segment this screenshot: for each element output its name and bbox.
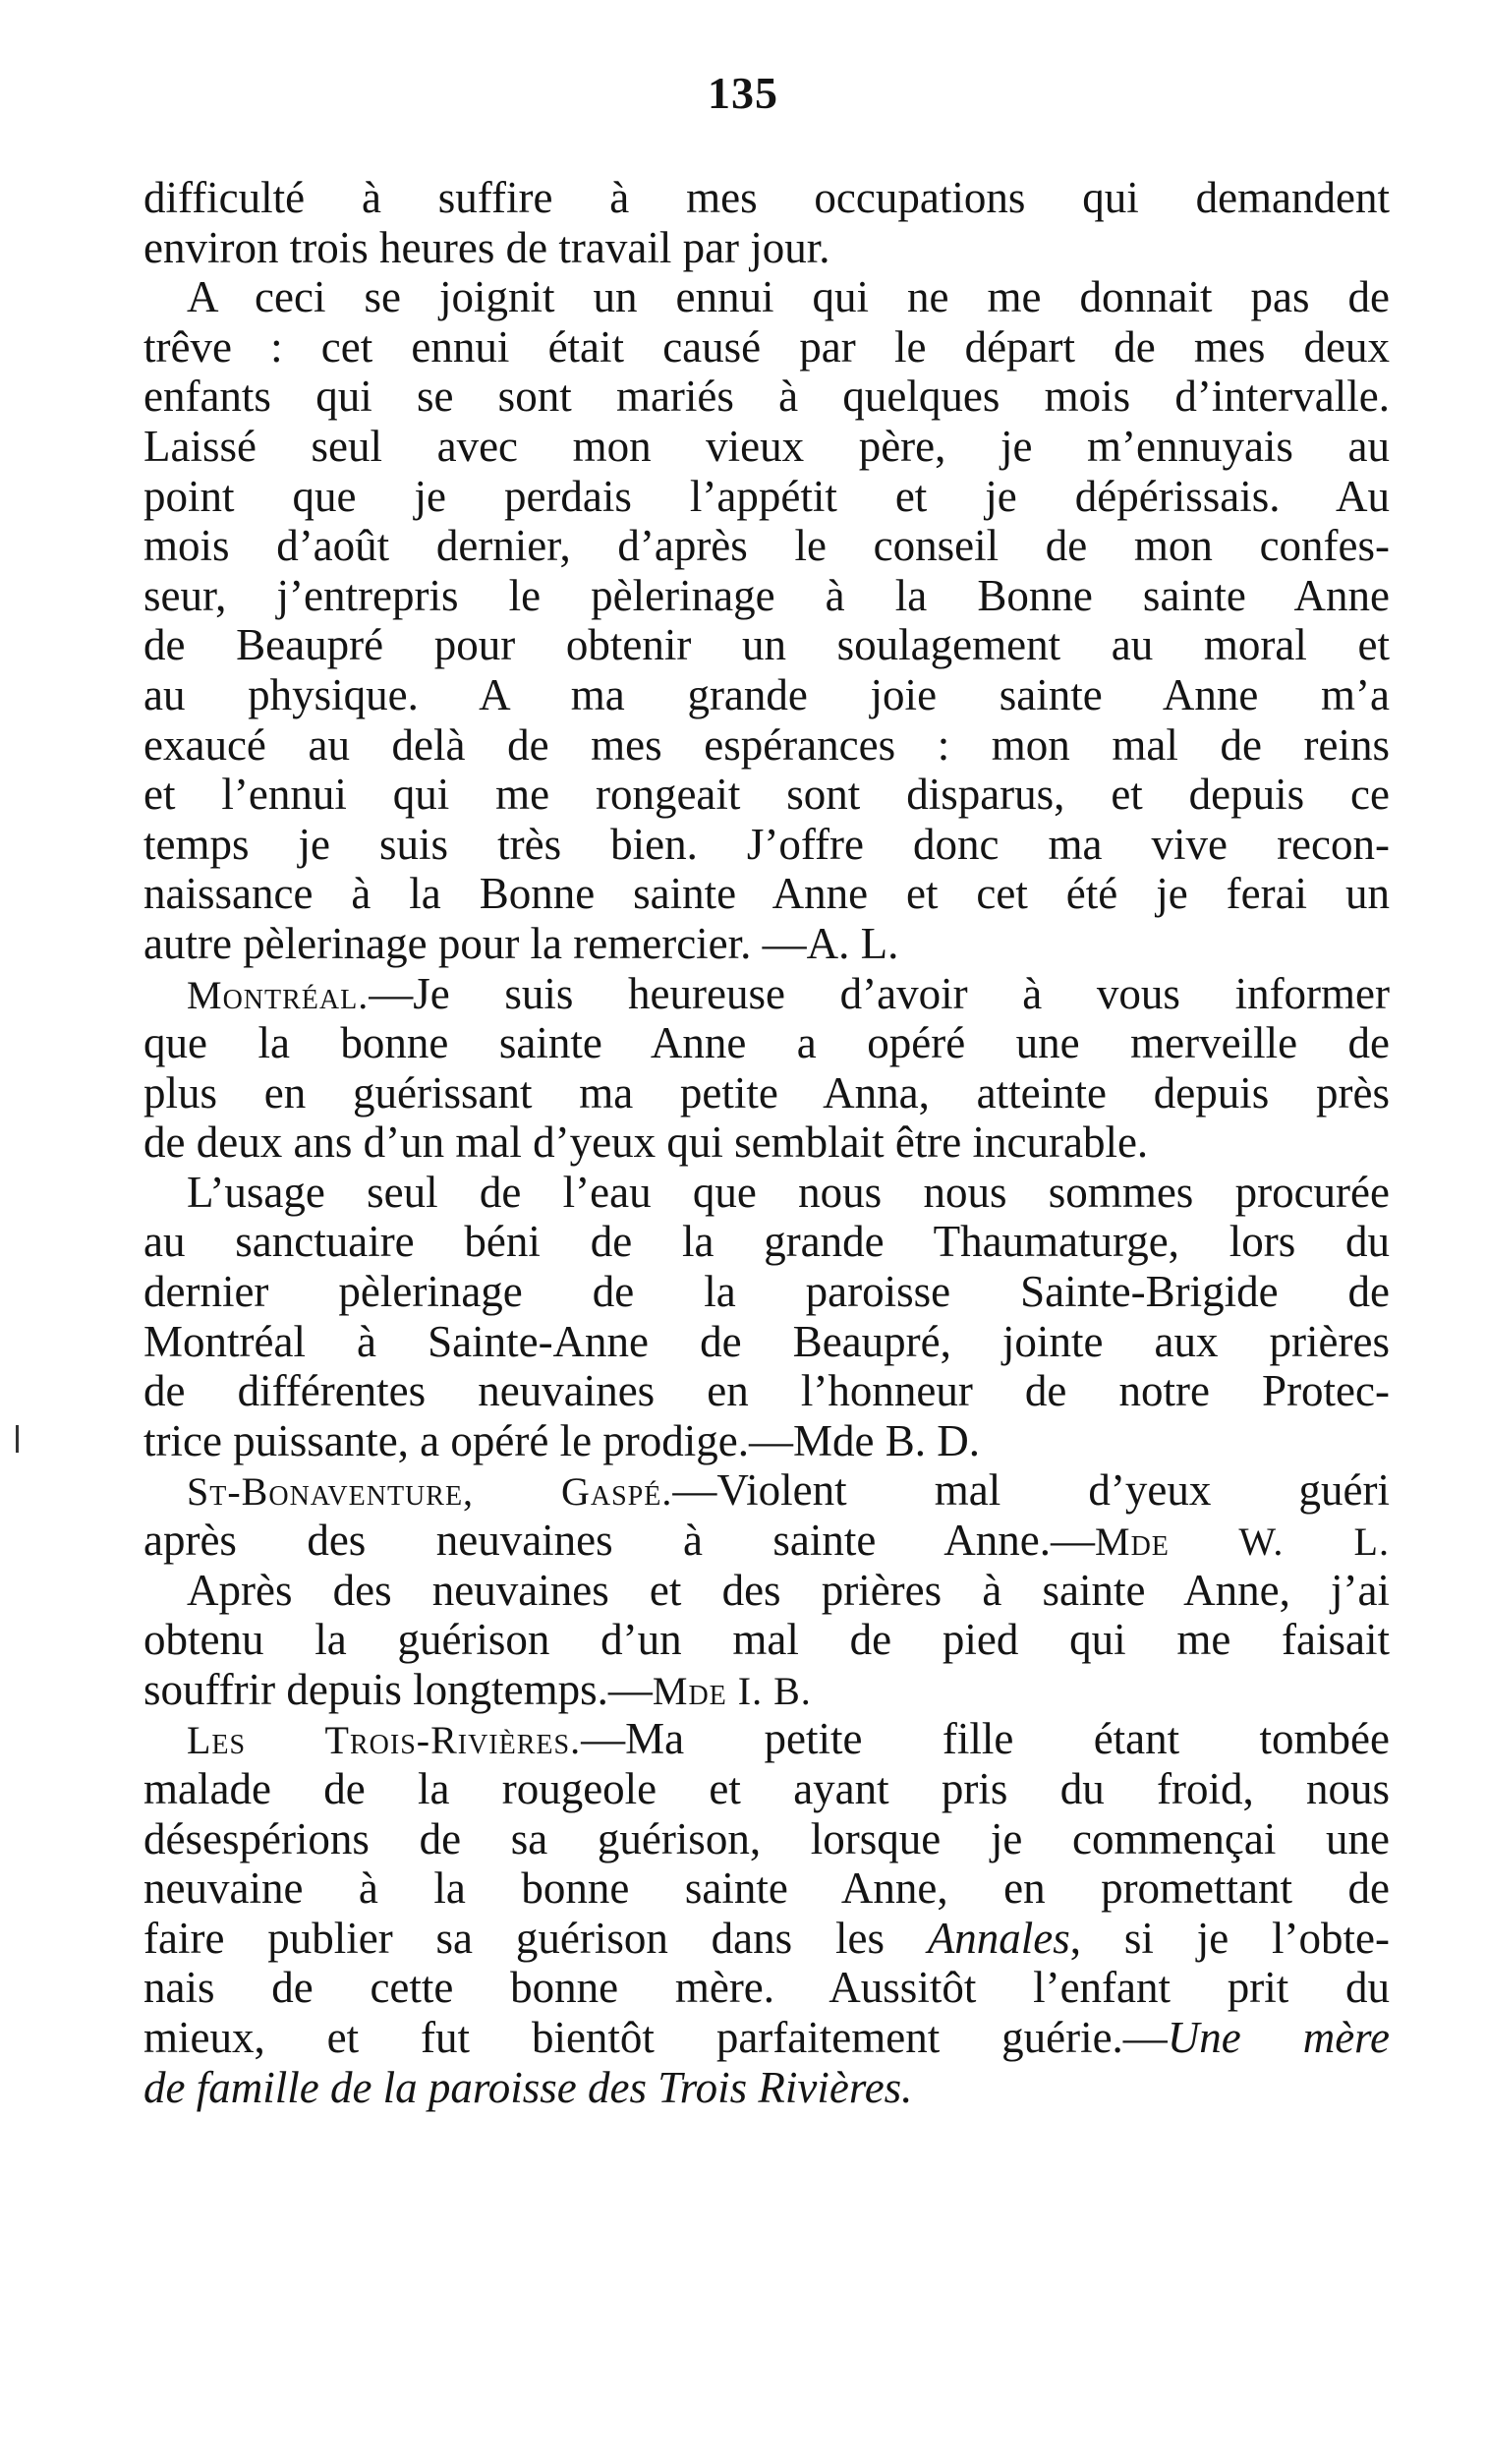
line-text: après des neuvaines à sainte Anne.—: [143, 1516, 1096, 1566]
body-text: [143, 173, 1390, 2112]
text-line: [143, 2013, 1390, 2063]
text-line: [143, 1217, 1390, 1267]
line-text: temps je suis très bien. J’offre donc ma vive recon-: [143, 819, 1390, 869]
line-text: Montréal à Sainte-Anne de Beaupré, jointe aux prières: [143, 1316, 1390, 1366]
small-caps-text: St-Bonaventure, Gaspé.: [187, 1469, 673, 1515]
line-text: faire publier sa guérison dans les: [143, 1913, 928, 1963]
text-line: [143, 1516, 1390, 1566]
small-caps-text: Mde W. L.: [1095, 1519, 1390, 1565]
text-line: [143, 869, 1390, 919]
line-text: difficulté à suffire à mes occupations qui demandent: [143, 173, 1390, 222]
page-number: 135: [708, 68, 778, 118]
line-text: nais de cette bonne mère. Aussitôt l’enfant prit du: [143, 1963, 1390, 2013]
line-text: autre pèlerinage pour la remercier. —A. L.: [143, 918, 899, 968]
line-text: , si je l’obte-: [1069, 1913, 1390, 1963]
line-text: mois d’août dernier, d’après le conseil de mon confes-: [143, 521, 1390, 571]
text-line: [143, 620, 1390, 670]
line-text: de différentes neuvaines en l’honneur de notre Protec-: [143, 1366, 1390, 1416]
line-text: et l’ennui qui me rongeait sont disparus, et depuis ce: [143, 770, 1390, 820]
italic-text: Une mère: [1167, 2012, 1390, 2062]
italic-text: de famille de la paroisse des Trois Rivières.: [143, 2062, 913, 2112]
italic-text: Annales: [927, 1913, 1070, 1963]
line-text: trice puissante, a opéré le prodige.—Mde B. D.: [143, 1415, 981, 1465]
text-line: [143, 1615, 1390, 1665]
margin-mark: [16, 1425, 19, 1453]
line-text: de Beaupré pour obtenir un soulagement au moral et: [143, 620, 1390, 670]
text-line: [143, 1366, 1390, 1416]
text-line: [143, 1018, 1390, 1068]
text-line: [143, 1566, 1390, 1616]
line-text: au sanctuaire béni de la grande Thaumaturge, lors du: [143, 1217, 1390, 1267]
line-text: environ trois heures de travail par jour.: [143, 222, 830, 272]
line-text: —Violent mal d’yeux guéri: [672, 1465, 1390, 1516]
line-text: souffrir depuis longtemps.—: [143, 1664, 653, 1714]
text-line: [143, 820, 1390, 870]
text-line: [143, 173, 1390, 223]
line-text: plus en guérissant ma petite Anna, atteinte depuis près: [143, 1067, 1390, 1117]
text-line: [143, 670, 1390, 720]
line-text: désespérions de sa guérison, lorsque je commençai une: [143, 1813, 1390, 1863]
text-line: [143, 521, 1390, 571]
line-text: Laissé seul avec mon vieux père, je m’ennuyais au: [143, 421, 1390, 471]
text-line: [143, 1963, 1390, 2013]
text-line: [143, 2063, 1390, 2113]
line-text: obtenu la guérison d’un mal de pied qui me faisait: [143, 1615, 1390, 1665]
line-text: —Ma petite fille étant tombée: [581, 1714, 1391, 1764]
text-line: [143, 322, 1390, 372]
text-line: [143, 1814, 1390, 1864]
line-text: trêve : cet ennui était causé par le départ de mes deux: [143, 321, 1390, 372]
text-line: [143, 1267, 1390, 1317]
line-text: enfants qui se sont mariés à quelques mois d’intervalle.: [143, 372, 1390, 422]
text-line: [143, 720, 1390, 771]
small-caps-text: Les Trois-Rivières.: [187, 1718, 582, 1763]
text-line: [143, 1714, 1390, 1764]
line-text: A ceci se joignit un ennui qui ne me donnait pas de: [187, 272, 1390, 322]
text-line: [143, 422, 1390, 472]
text-line: [143, 969, 1390, 1019]
line-text: L’usage seul de l’eau que nous nous sommes procurée: [187, 1167, 1390, 1217]
line-text: au physique. A ma grande joie sainte Anne m’a: [143, 669, 1390, 719]
text-line: [143, 1168, 1390, 1218]
small-caps-text: Mde I. B.: [652, 1668, 812, 1713]
line-text: Après des neuvaines et des prières à sainte Anne, j’ai: [187, 1565, 1390, 1615]
line-text: malade de la rougeole et ayant pris du froid, nous: [143, 1764, 1390, 1813]
line-text: mieux, et fut bientôt parfaitement guérie.—: [143, 2012, 1168, 2062]
text-line: [143, 472, 1390, 522]
line-text: —Je suis heureuse d’avoir à vous informer: [369, 968, 1390, 1018]
text-line: [143, 1416, 1390, 1466]
text-line: [143, 1863, 1390, 1914]
text-line: [143, 919, 1390, 969]
text-line: [143, 1465, 1390, 1516]
line-text: neuvaine à la bonne sainte Anne, en promettant de: [143, 1863, 1390, 1914]
text-line: [143, 1117, 1390, 1168]
line-text: exaucé au delà de mes espérances : mon mal de reins: [143, 719, 1390, 770]
text-line: [143, 1317, 1390, 1367]
text-line: [143, 1764, 1390, 1814]
text-line: [143, 1914, 1390, 1964]
line-text: seur, j’entrepris le pèlerinage à la Bonne sainte Anne: [143, 570, 1390, 620]
line-text: dernier pèlerinage de la paroisse Sainte-Brigide de: [143, 1267, 1390, 1317]
line-text: de deux ans d’un mal d’yeux qui semblait être incurable.: [143, 1117, 1149, 1168]
text-line: [143, 1068, 1390, 1118]
text-line: [143, 372, 1390, 422]
text-line: [143, 272, 1390, 322]
line-text: point que je perdais l’appétit et je dépérissais. Au: [143, 471, 1390, 521]
text-line: [143, 223, 1390, 273]
text-line: [143, 571, 1390, 621]
line-text: naissance à la Bonne sainte Anne et cet été je ferai un: [143, 869, 1390, 919]
text-line: [143, 1665, 1390, 1715]
line-text: que la bonne sainte Anne a opéré une merveille de: [143, 1018, 1390, 1068]
small-caps-text: Montréal.: [187, 972, 370, 1017]
text-line: [143, 770, 1390, 820]
